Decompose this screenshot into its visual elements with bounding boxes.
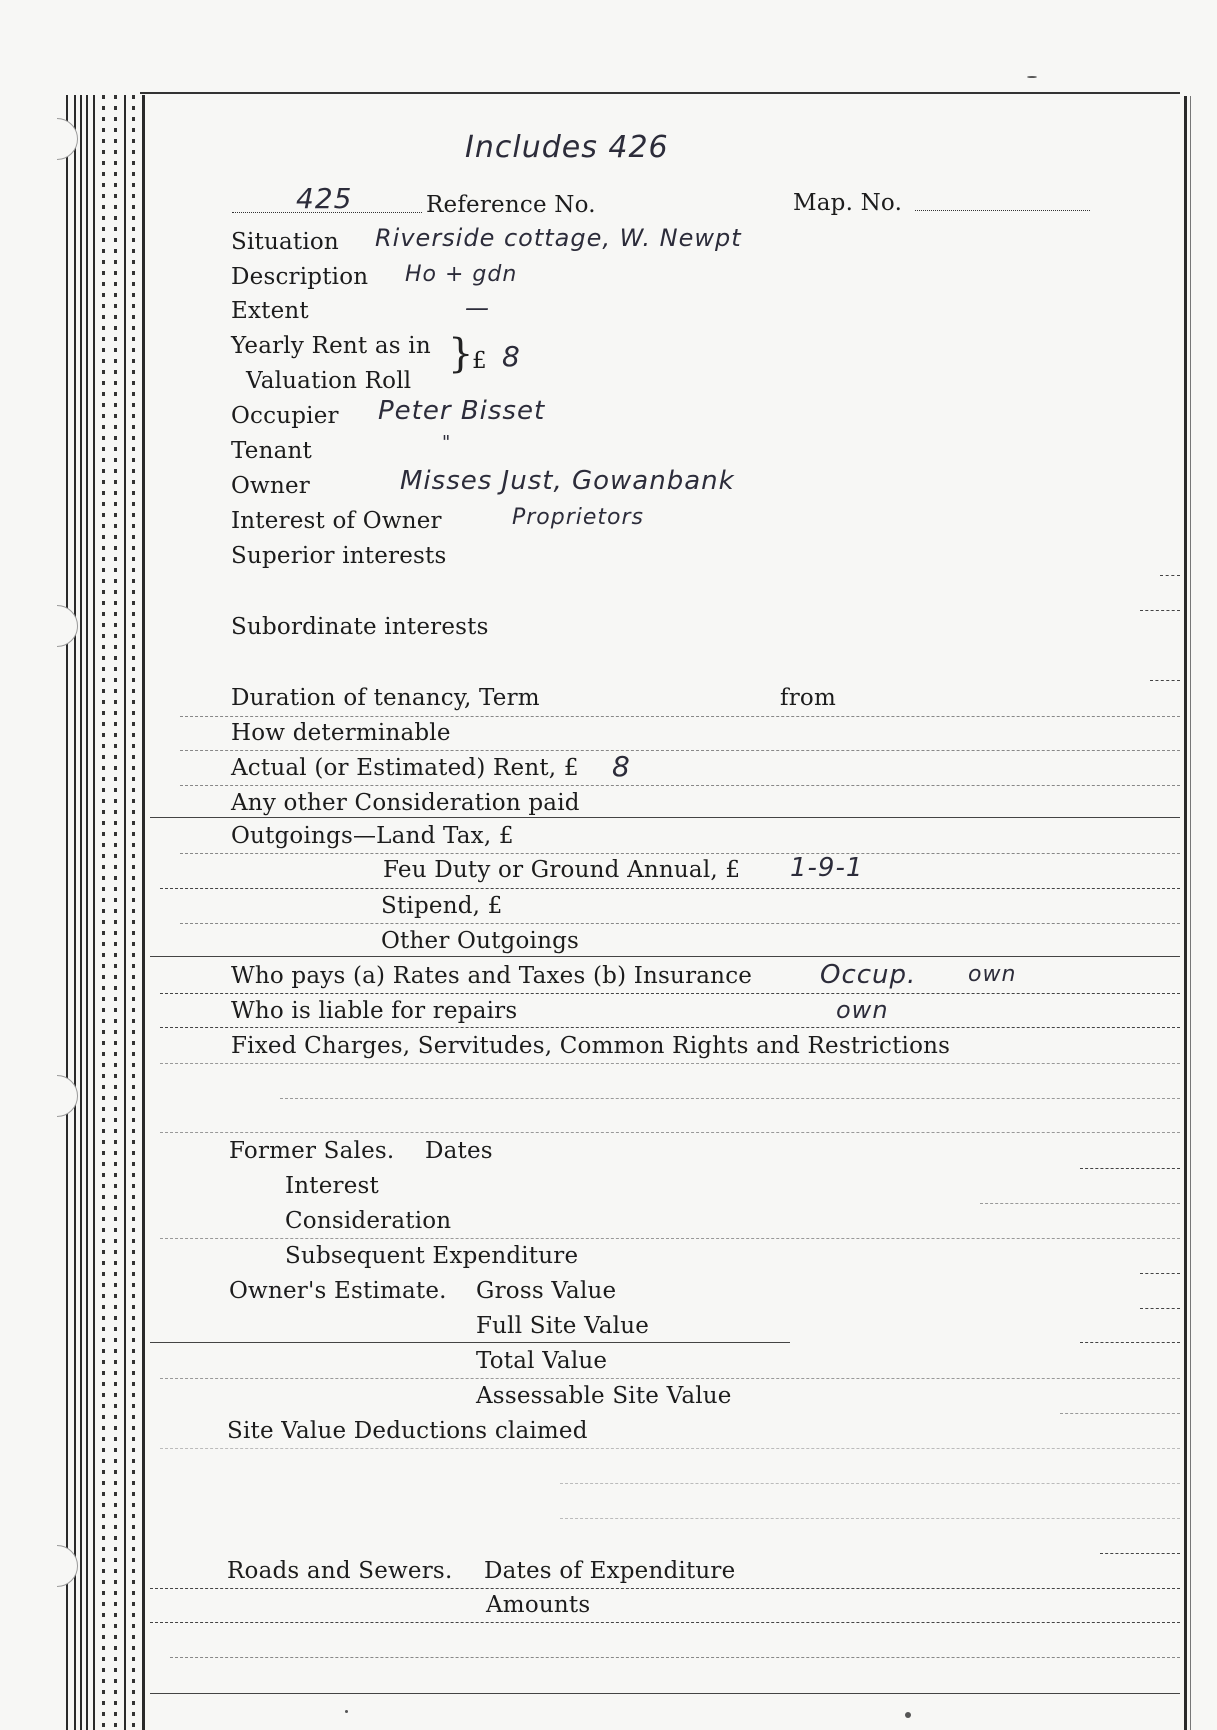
stipend-label: Stipend, £ bbox=[381, 893, 503, 919]
feu-duty-value: 1-9-1 bbox=[790, 853, 864, 883]
page-top-border bbox=[140, 92, 1180, 94]
punch-hole bbox=[36, 1545, 78, 1587]
interest-of-owner-label: Interest of Owner bbox=[231, 508, 442, 534]
yearly-rent-currency: £ bbox=[472, 348, 487, 374]
includes-annotation: Includes 426 bbox=[465, 130, 669, 165]
superior-interests-label: Superior interests bbox=[231, 543, 447, 569]
yearly-rent-value: 8 bbox=[502, 340, 521, 373]
map-line bbox=[915, 210, 1090, 211]
total-value-label: Total Value bbox=[476, 1348, 608, 1374]
occupier-label: Occupier bbox=[231, 403, 339, 429]
yearly-rent-label: Yearly Rent as in bbox=[231, 333, 431, 359]
outgoings-label: Outgoings—Land Tax, £ bbox=[231, 823, 514, 849]
reference-label: Reference No. bbox=[426, 192, 596, 218]
roads-sewers-label: Roads and Sewers. bbox=[227, 1558, 453, 1584]
full-site-value-label: Full Site Value bbox=[476, 1313, 650, 1339]
valuation-roll-label: Valuation Roll bbox=[246, 368, 412, 394]
roads-dates-label: Dates of Expenditure bbox=[484, 1558, 736, 1584]
assessable-site-value-label: Assessable Site Value bbox=[476, 1383, 732, 1409]
subsequent-expenditure-label: Subsequent Expenditure bbox=[285, 1243, 579, 1269]
who-pays-rates-value: Occup. bbox=[820, 960, 917, 990]
other-consideration-label: Any other Consideration paid bbox=[231, 790, 580, 816]
owner-label: Owner bbox=[231, 473, 310, 499]
extent-label: Extent bbox=[231, 298, 309, 324]
former-sales-label: Former Sales. bbox=[229, 1138, 395, 1164]
situation-label: Situation bbox=[231, 229, 339, 255]
former-sales-consideration-label: Consideration bbox=[285, 1208, 452, 1234]
interest-of-owner-value: Proprietors bbox=[512, 505, 645, 530]
other-outgoings-label: Other Outgoings bbox=[381, 928, 580, 954]
repairs-label: Who is liable for repairs bbox=[231, 998, 518, 1024]
owner-value: Misses Just, Gowanbank bbox=[400, 466, 735, 496]
punch-hole bbox=[36, 605, 78, 647]
tenant-label: Tenant bbox=[231, 438, 312, 464]
subordinate-interests-label: Subordinate interests bbox=[231, 614, 489, 640]
page-stack-edge bbox=[66, 95, 150, 1730]
tenant-value: " bbox=[442, 432, 452, 453]
who-pays-insurance-value: own bbox=[968, 962, 1017, 987]
duration-from-label: from bbox=[780, 685, 836, 711]
roads-amounts-label: Amounts bbox=[486, 1592, 591, 1618]
duration-label: Duration of tenancy, Term bbox=[231, 685, 540, 711]
reference-value: 425 bbox=[296, 182, 353, 215]
feu-duty-label: Feu Duty or Ground Annual, £ bbox=[383, 857, 741, 883]
actual-rent-label: Actual (or Estimated) Rent, £ bbox=[231, 755, 579, 781]
owners-estimate-label: Owner's Estimate. bbox=[229, 1278, 447, 1304]
how-determinable-label: How determinable bbox=[231, 720, 451, 746]
punch-hole bbox=[36, 1075, 78, 1117]
page-right-border bbox=[1184, 96, 1187, 1730]
former-sales-dates-label: Dates bbox=[425, 1138, 493, 1164]
description-value: Ho + gdn bbox=[405, 262, 518, 287]
punch-hole bbox=[36, 118, 78, 160]
former-sales-interest-label: Interest bbox=[285, 1173, 380, 1199]
extent-value: — bbox=[465, 294, 490, 322]
gross-value-label: Gross Value bbox=[476, 1278, 617, 1304]
map-label: Map. No. bbox=[793, 190, 903, 216]
who-pays-label: Who pays (a) Rates and Taxes (b) Insurance bbox=[231, 963, 753, 989]
repairs-value: own bbox=[836, 996, 889, 1024]
occupier-value: Peter Bisset bbox=[378, 396, 546, 426]
fixed-charges-label: Fixed Charges, Servitudes, Common Rights and Restrictions bbox=[231, 1033, 951, 1059]
brace-glyph: } bbox=[448, 331, 474, 377]
site-value-deductions-label: Site Value Deductions claimed bbox=[227, 1418, 588, 1444]
description-label: Description bbox=[231, 264, 369, 290]
actual-rent-value: 8 bbox=[612, 750, 631, 783]
situation-value: Riverside cottage, W. Newpt bbox=[375, 224, 742, 252]
